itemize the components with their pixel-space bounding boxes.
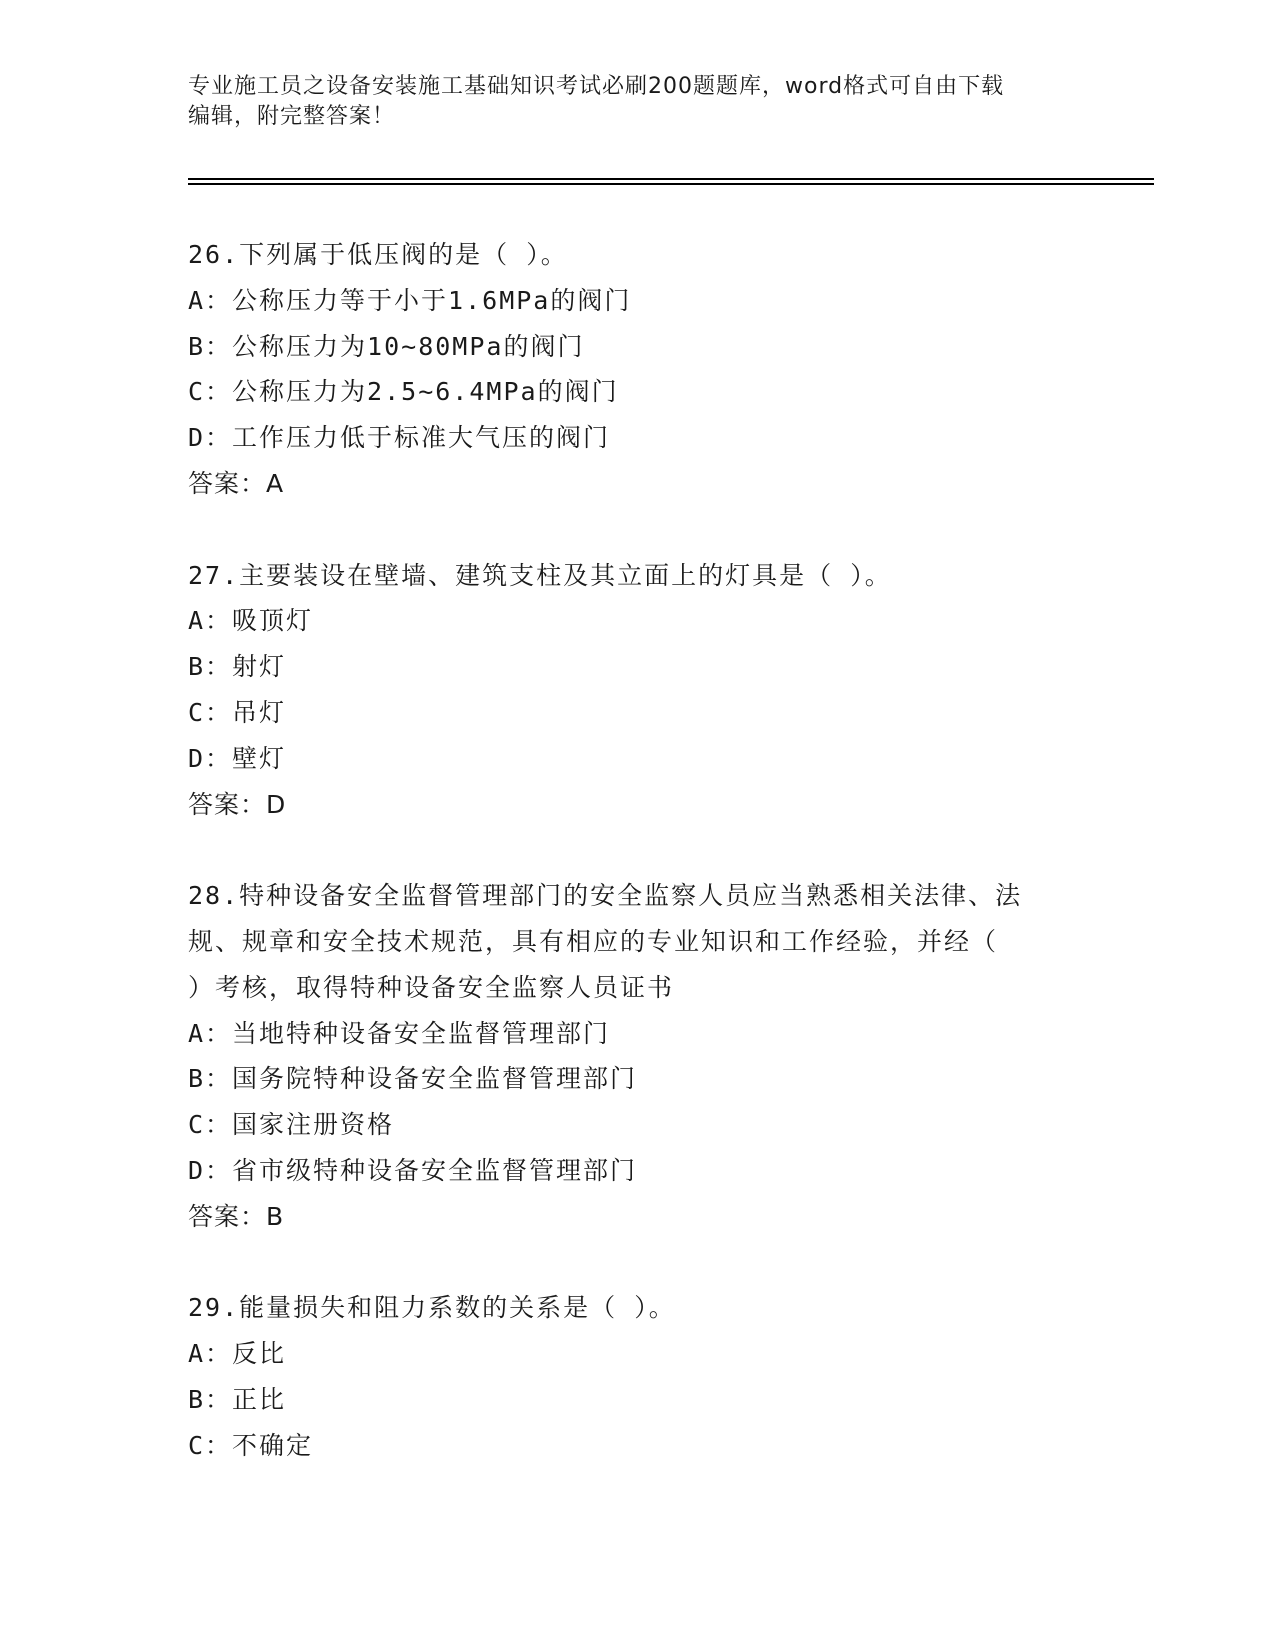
option-c: C：不确定 [188, 1430, 314, 1460]
option-d: D：工作压力低于标准大气压的阀门 [188, 423, 611, 453]
question-29 [188, 1285, 1088, 1468]
option-c: C：吊灯 [188, 697, 287, 727]
option-a: A：吸顶灯 [188, 606, 314, 636]
question-stem: 26.下列属于低压阀的是（ ）。 [188, 240, 568, 269]
question-list [188, 232, 1088, 1469]
option-d: D：省市级特种设备安全监督管理部门 [188, 1155, 638, 1185]
option-a: A：反比 [188, 1339, 287, 1369]
option-a: A：公称压力等于小于1.6MPa的阀门 [188, 285, 632, 315]
header-line-1: 专业施工员之设备安装施工基础知识考试必刷200题题库，word格式可自由下载 [188, 74, 1005, 99]
question-stem-line-2: 规、规章和安全技术规范，具有相应的专业知识和工作经验，并经（ [188, 926, 999, 956]
answer-line: 答案：A [188, 468, 285, 498]
question-stem: 29.能量损失和阻力系数的关系是（ ）。 [188, 1293, 676, 1323]
question-26 [188, 232, 1088, 507]
option-b: B：正比 [188, 1384, 287, 1414]
document-header [188, 72, 1088, 132]
option-d: D：壁灯 [188, 743, 287, 773]
option-c: C：国家注册资格 [188, 1110, 395, 1140]
answer-line: 答案：D [188, 789, 287, 819]
question-stem-line-1: 28.特种设备安全监督管理部门的安全监察人员应当熟悉相关法律、法 [188, 881, 1023, 911]
option-c: C：公称压力为2.5~6.4MPa的阀门 [188, 377, 619, 407]
header-line-2: 编辑，附完整答案！ [188, 104, 396, 129]
question-27 [188, 553, 1088, 828]
option-b: B：射灯 [188, 652, 287, 682]
question-stem-line-3: ）考核，取得特种设备安全监察人员证书 [188, 972, 675, 1002]
question-stem: 27.主要装设在壁墙、建筑支柱及其立面上的灯具是（ ）。 [188, 560, 892, 590]
option-a: A：当地特种设备安全监督管理部门 [188, 1018, 611, 1048]
header-divider-top [188, 178, 1154, 180]
option-b: B：公称压力为10~80MPa的阀门 [188, 331, 585, 361]
answer-line: 答案：B [188, 1201, 285, 1231]
header-divider-bottom [188, 183, 1154, 185]
question-28 [188, 873, 1088, 1239]
option-b: B：国务院特种设备安全监督管理部门 [188, 1064, 638, 1094]
